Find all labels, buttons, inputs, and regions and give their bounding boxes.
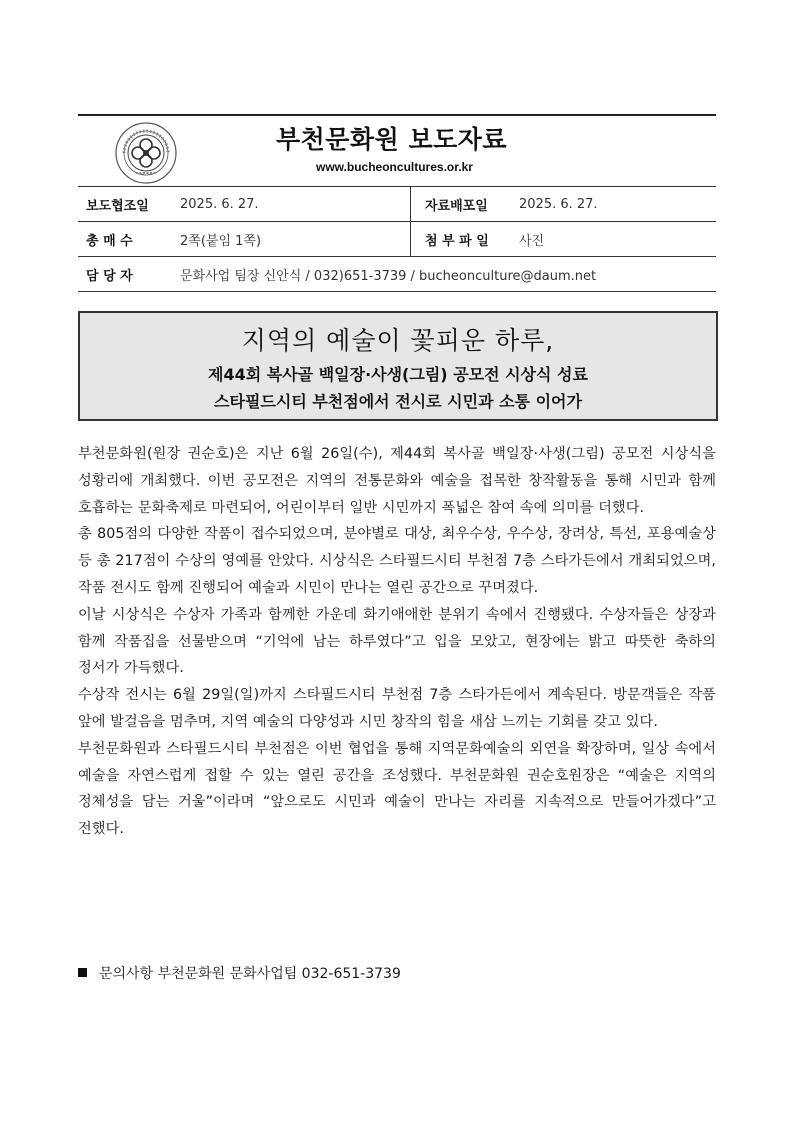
square-bullet-icon: [78, 968, 87, 977]
org-url[interactable]: www.bucheoncultures.or.kr: [316, 160, 473, 174]
meta-table: [78, 186, 716, 292]
body-paragraph: 수상작 전시는 6월 29일(일)까지 스타필드시티 부천점 7층 스타가든에서 계속된다. 방문객들은 작품 앞에 발걸음을 멈추며, 지역 예술의 다양성과 시민 창작의 힘을 새삼 느끼는 기회를 갖고 있다.: [78, 687, 716, 730]
distribution-date-label: 자료배포일: [425, 198, 488, 214]
body-text: [78, 441, 716, 843]
pages-value: 2쪽(붙임 1쪽): [166, 222, 411, 257]
inquiry-line: [78, 963, 401, 983]
bucheon-culture-logo-icon: [114, 121, 178, 185]
headline-box: [78, 311, 718, 421]
body-paragraph: 부천문화원(원장 권순호)은 지난 6월 26일(수), 제44회 복사골 백일장·사생(그림) 공모전 시상식을 성황리에 개최했다. 이번 공모전은 지역의 전통문화와 예술을 접목한 창작활동을 통해 시민과 함께 호흡하는 문화축제로 마련되어, 어린이부터 일반 시민까지 폭넓은 참여 속에 의미를 더했다.: [78, 446, 716, 516]
top-rule: [78, 114, 716, 116]
attachment-label: 첨 부 파 일: [425, 233, 489, 249]
cooperation-date-label: 보도협조일: [86, 198, 149, 214]
body-paragraph: 이날 시상식은 수상자 가족과 함께한 가운데 화기애애한 분위기 속에서 진행됐다. 수상자들은 상장과 함께 작품집을 선물받으며 “기억에 남는 하루였다”고 입을 모았고, 현장에는 밝고 따뜻한 축하의 정서가 가득했다.: [78, 606, 716, 677]
headline-main: 지역의 예술이 꽃피운 하루,: [241, 326, 555, 355]
meta-row-contact: [78, 257, 716, 292]
headline-sub-2: 스타필드시티 부천점에서 전시로 시민과 소통 이어가: [214, 392, 582, 411]
inquiry-text: 문의사항 부천문화원 문화사업팀 032-651-3739: [99, 966, 401, 982]
pages-label: 총 매 수: [86, 233, 133, 249]
headline-sub-1: 제44회 복사골 백일장·사생(그림) 공모전 시상식 성료: [208, 365, 588, 384]
contact-value: 문화사업 팀장 신안식 / 032)651-3739 / bucheonculture@daum.net: [180, 268, 597, 284]
body-paragraph: 총 805점의 다양한 작품이 접수되었으며, 분야별로 대상, 최우수상, 우수상, 장려상, 특선, 포용예술상 등 총 217점이 수상의 영예를 안았다. 시상식은 스타필드시티 부천점 7층 스타가든에서 개최되었으며, 작품 전시도 함께 진행되어 예술과 시민이 만나는 열린 공간으로 꾸며졌다.: [78, 526, 716, 596]
cooperation-date: 2025. 6. 27.: [166, 187, 411, 222]
attachment-value: 사진: [519, 233, 545, 249]
meta-row-pages: [78, 222, 716, 257]
contact-label: 담 당 자: [86, 268, 133, 284]
meta-row-dates: [78, 187, 716, 222]
distribution-date: 2025. 6. 27.: [519, 196, 598, 212]
body-paragraph: 부천문화원과 스타필드시티 부천점은 이번 협업을 통해 지역문화예술의 외연을 확장하며, 일상 속에서 예술을 자연스럽게 접할 수 있는 열린 공간을 조성했다. 부천문화원 권순호원장은 “예술은 지역의 정체성을 담는 거울”이라며 “앞으로도 시민과 예술이 만나는 자리를 지속적으로 만들어가겠다”고 전했다.: [78, 740, 716, 838]
org-title: 부천문화원 보도자료: [276, 125, 508, 154]
